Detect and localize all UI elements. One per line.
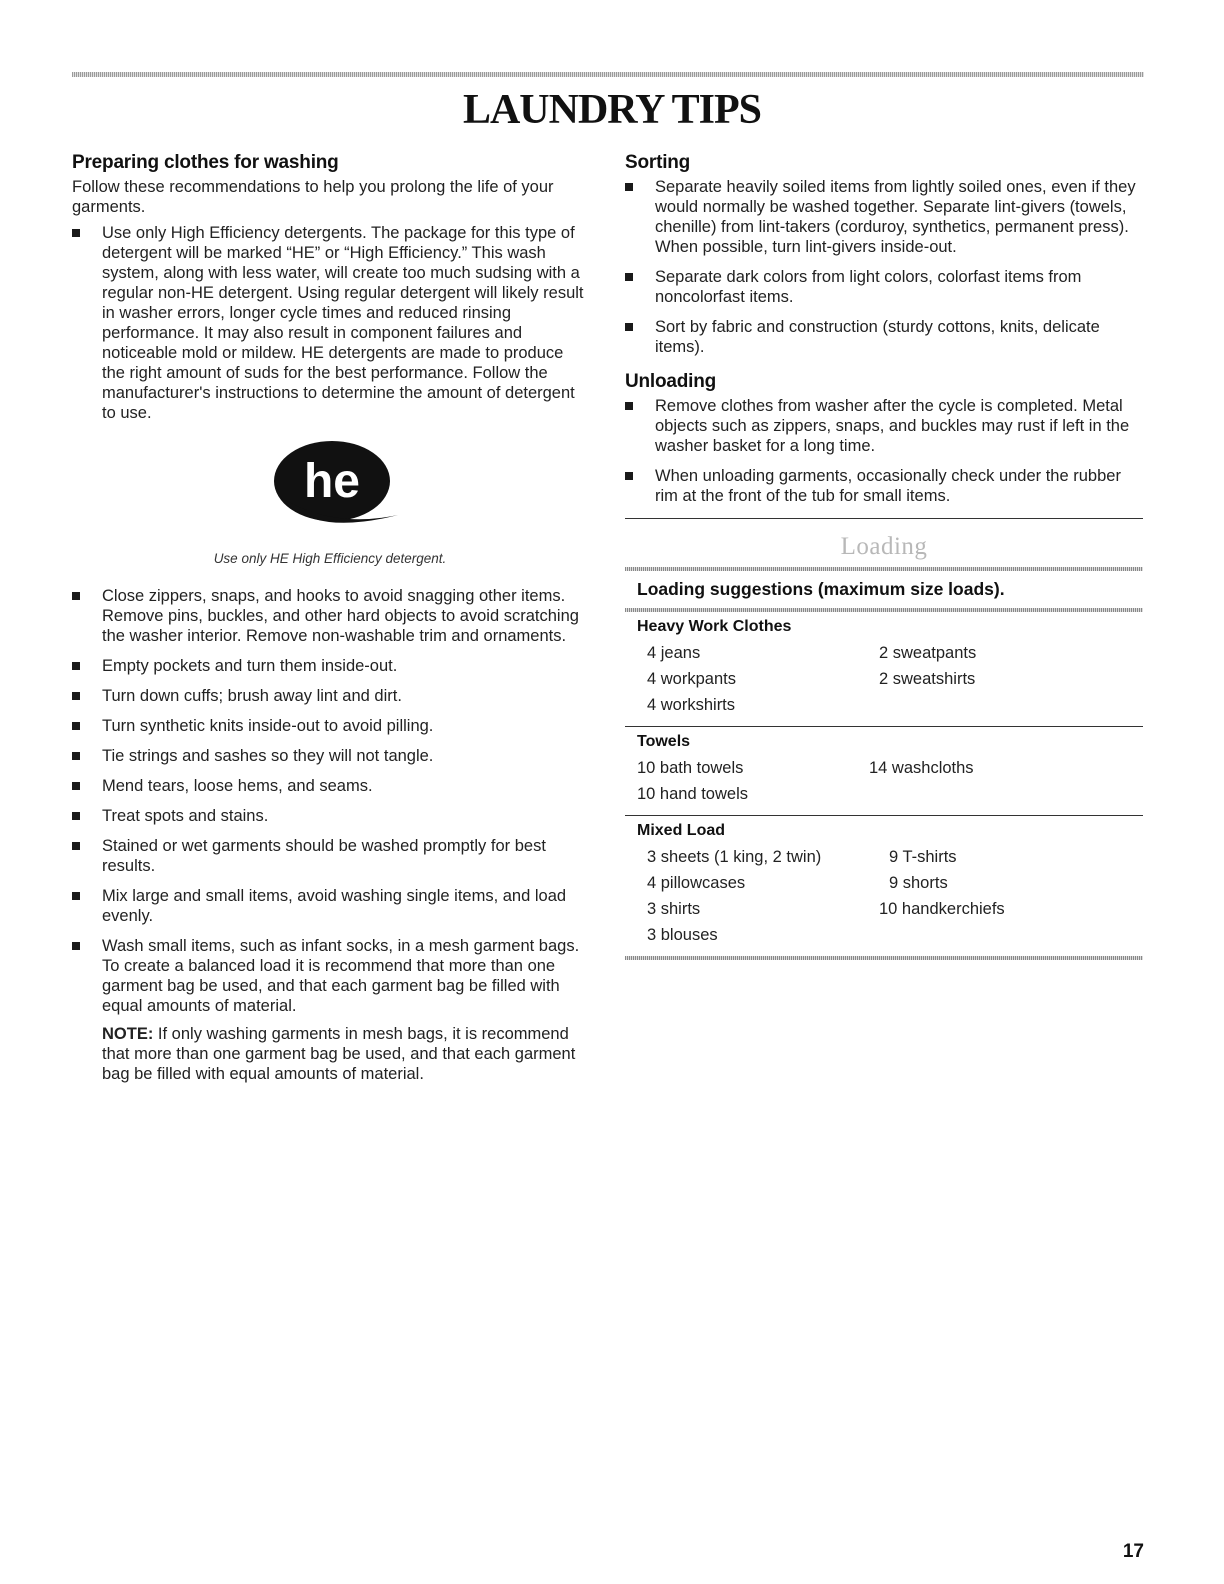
bullet-square-icon — [72, 592, 80, 600]
list-item — [72, 886, 588, 926]
table-cell: 4 pillowcases — [647, 874, 746, 892]
table-cell — [869, 781, 974, 807]
table-row — [637, 755, 974, 781]
list-item — [72, 836, 588, 876]
table-cell: 4 jeans — [647, 644, 701, 662]
bullet-text: Remove clothes from washer after the cycle is completed. Metal objects such as zippers, snaps, and buckles may rust if left in the washer basket for a long time. — [655, 397, 1130, 455]
bullet-text: Tie strings and sashes so they will not tangle. — [102, 747, 434, 765]
he-caption: Use only HE High Efficiency detergent. — [213, 551, 447, 566]
list-item — [72, 746, 588, 766]
bullet-square-icon — [625, 323, 633, 331]
note-text: If only washing garments in mesh bags, it is recommend that more than one garment bag be used, and that each garment bag be filled with equal amounts of material. — [102, 1025, 576, 1083]
bullet-text: Mix large and small items, avoid washing single items, and load evenly. — [102, 887, 567, 925]
bullet-square-icon — [72, 752, 80, 760]
table-row — [637, 640, 976, 666]
bullet-square-icon — [625, 402, 633, 410]
load-table — [637, 844, 1005, 948]
list-item — [625, 466, 1143, 506]
bullet-square-icon — [625, 472, 633, 480]
note-label: NOTE: — [102, 1025, 154, 1043]
left-column — [72, 152, 588, 1084]
list-item — [72, 686, 588, 706]
table-cell: 4 workshirts — [647, 696, 736, 714]
list-item — [72, 806, 588, 826]
table-cell — [879, 922, 1005, 948]
bullet-square-icon — [72, 942, 80, 950]
table-cell: 10 bath towels — [637, 759, 744, 777]
bullet-text: Mend tears, loose hems, and seams. — [102, 777, 373, 795]
table-row — [637, 844, 1005, 870]
group-title: Heavy Work Clothes — [637, 618, 792, 635]
preparing-intro: Follow these recommendations to help you prolong the life of your garments. — [72, 178, 554, 216]
list-item — [72, 223, 588, 423]
top-rule — [72, 72, 1144, 77]
bullet-text: Stained or wet garments should be washed promptly for best results. — [102, 837, 546, 875]
list-item — [72, 656, 588, 676]
he-bullet-list — [72, 223, 588, 423]
load-table — [637, 640, 976, 718]
preparing-heading: Preparing clothes for washing — [72, 152, 339, 173]
bullet-square-icon — [72, 229, 80, 237]
bullet-square-icon — [625, 183, 633, 191]
preparing-bullet-list — [72, 586, 588, 1016]
table-cell: 2 sweatshirts — [879, 670, 976, 688]
bullet-text: Use only High Efficiency detergents. The package for this type of detergent will be marked “HE” or “High Efficiency.” This wash system, along with less water, will create too much sudsing with a regular non-HE detergent. Using regular detergent will likely result in washer errors, longer cycle times and reduced rinsing performance. It may also result in component failures and noticeable mold or mildew. HE detergents are made to produce the right amount of suds for the best performance. Follow the manufacturer's instructions to determine the amount of detergent to use. — [102, 224, 584, 422]
bullet-square-icon — [72, 782, 80, 790]
bullet-text: Empty pockets and turn them inside-out. — [102, 657, 398, 675]
table-row — [637, 922, 1005, 948]
bullet-text: Separate dark colors from light colors, colorfast items from noncolorfast items. — [655, 268, 1082, 306]
bullet-text: Treat spots and stains. — [102, 807, 269, 825]
bullet-square-icon — [72, 812, 80, 820]
note — [72, 1024, 588, 1084]
table-row — [637, 781, 974, 807]
table-row — [637, 870, 1005, 896]
table-cell: 10 hand towels — [637, 785, 748, 803]
page-title: LAUNDRY TIPS — [462, 87, 762, 133]
list-item — [72, 776, 588, 796]
unloading-heading: Unloading — [625, 371, 717, 392]
load-group-heavy-work — [625, 612, 1143, 726]
table-cell: 3 shirts — [647, 900, 701, 918]
table-row — [637, 896, 1005, 922]
bullet-text: Close zippers, snaps, and hooks to avoid snagging other items. Remove pins, buckles, and other hard objects to avoid scratching the washer interior. Remove non-washable trim and ornaments. — [102, 587, 579, 645]
right-column — [625, 152, 1143, 960]
bullet-text: Sort by fabric and construction (sturdy cottons, knits, delicate items). — [655, 318, 1100, 356]
table-cell: 2 sweatpants — [879, 644, 977, 662]
he-logo-icon — [272, 437, 400, 533]
load-table — [637, 755, 974, 807]
list-item — [72, 716, 588, 736]
list-item — [625, 317, 1143, 357]
load-group-towels — [625, 727, 1143, 815]
table-cell: 4 workpants — [647, 670, 736, 688]
unloading-bullet-list — [625, 396, 1143, 506]
dotted-rule — [625, 567, 1143, 571]
list-item — [72, 586, 588, 646]
table-cell: 14 washcloths — [869, 759, 974, 777]
dotted-rule — [625, 956, 1143, 960]
list-item — [72, 936, 588, 1016]
bullet-square-icon — [72, 722, 80, 730]
list-item — [625, 177, 1143, 257]
sorting-heading: Sorting — [625, 152, 691, 173]
loading-heading: Loading — [840, 533, 928, 560]
bullet-text: Wash small items, such as infant socks, in a mesh garment bags. To create a balanced load it is recommend that more than one garment bag be used, and that each garment bag be filled with equal amounts of material. — [102, 937, 580, 1015]
table-cell: 9 T-shirts — [889, 848, 957, 866]
bullet-text: When unloading garments, occasionally check under the rubber rim at the front of the tub for small items. — [655, 467, 1121, 505]
sorting-bullet-list — [625, 177, 1143, 357]
bullet-square-icon — [72, 692, 80, 700]
he-logo-text: he — [303, 455, 361, 508]
table-cell: 3 sheets (1 king, 2 twin) — [647, 848, 822, 866]
table-cell: 3 blouses — [647, 926, 718, 944]
bullet-square-icon — [72, 842, 80, 850]
bullet-square-icon — [72, 662, 80, 670]
group-title: Towels — [637, 733, 691, 750]
load-group-mixed — [625, 816, 1143, 956]
table-row — [637, 692, 976, 718]
bullet-square-icon — [625, 273, 633, 281]
bullet-text: Separate heavily soiled items from lightly soiled ones, even if they would normally be washed together. Separate lint-givers (towels, chenille) from lint-takers (corduroy, synthetics, permanent press). When possible, turn lint-givers inside-out. — [655, 178, 1136, 256]
table-cell: 10 handkerchiefs — [879, 900, 1005, 918]
bullet-text: Turn synthetic knits inside-out to avoid pilling. — [102, 717, 434, 735]
table-row — [637, 666, 976, 692]
table-cell: 9 shorts — [889, 874, 948, 892]
list-item — [625, 396, 1143, 456]
bullet-text: Turn down cuffs; brush away lint and dirt. — [102, 687, 402, 705]
list-item — [625, 267, 1143, 307]
page-number: 17 — [1122, 1541, 1144, 1562]
bullet-square-icon — [72, 892, 80, 900]
loading-subheading: Loading suggestions (maximum size loads). — [637, 579, 1005, 599]
group-title: Mixed Load — [637, 822, 726, 839]
table-cell — [879, 692, 976, 718]
section-divider — [625, 518, 1143, 519]
